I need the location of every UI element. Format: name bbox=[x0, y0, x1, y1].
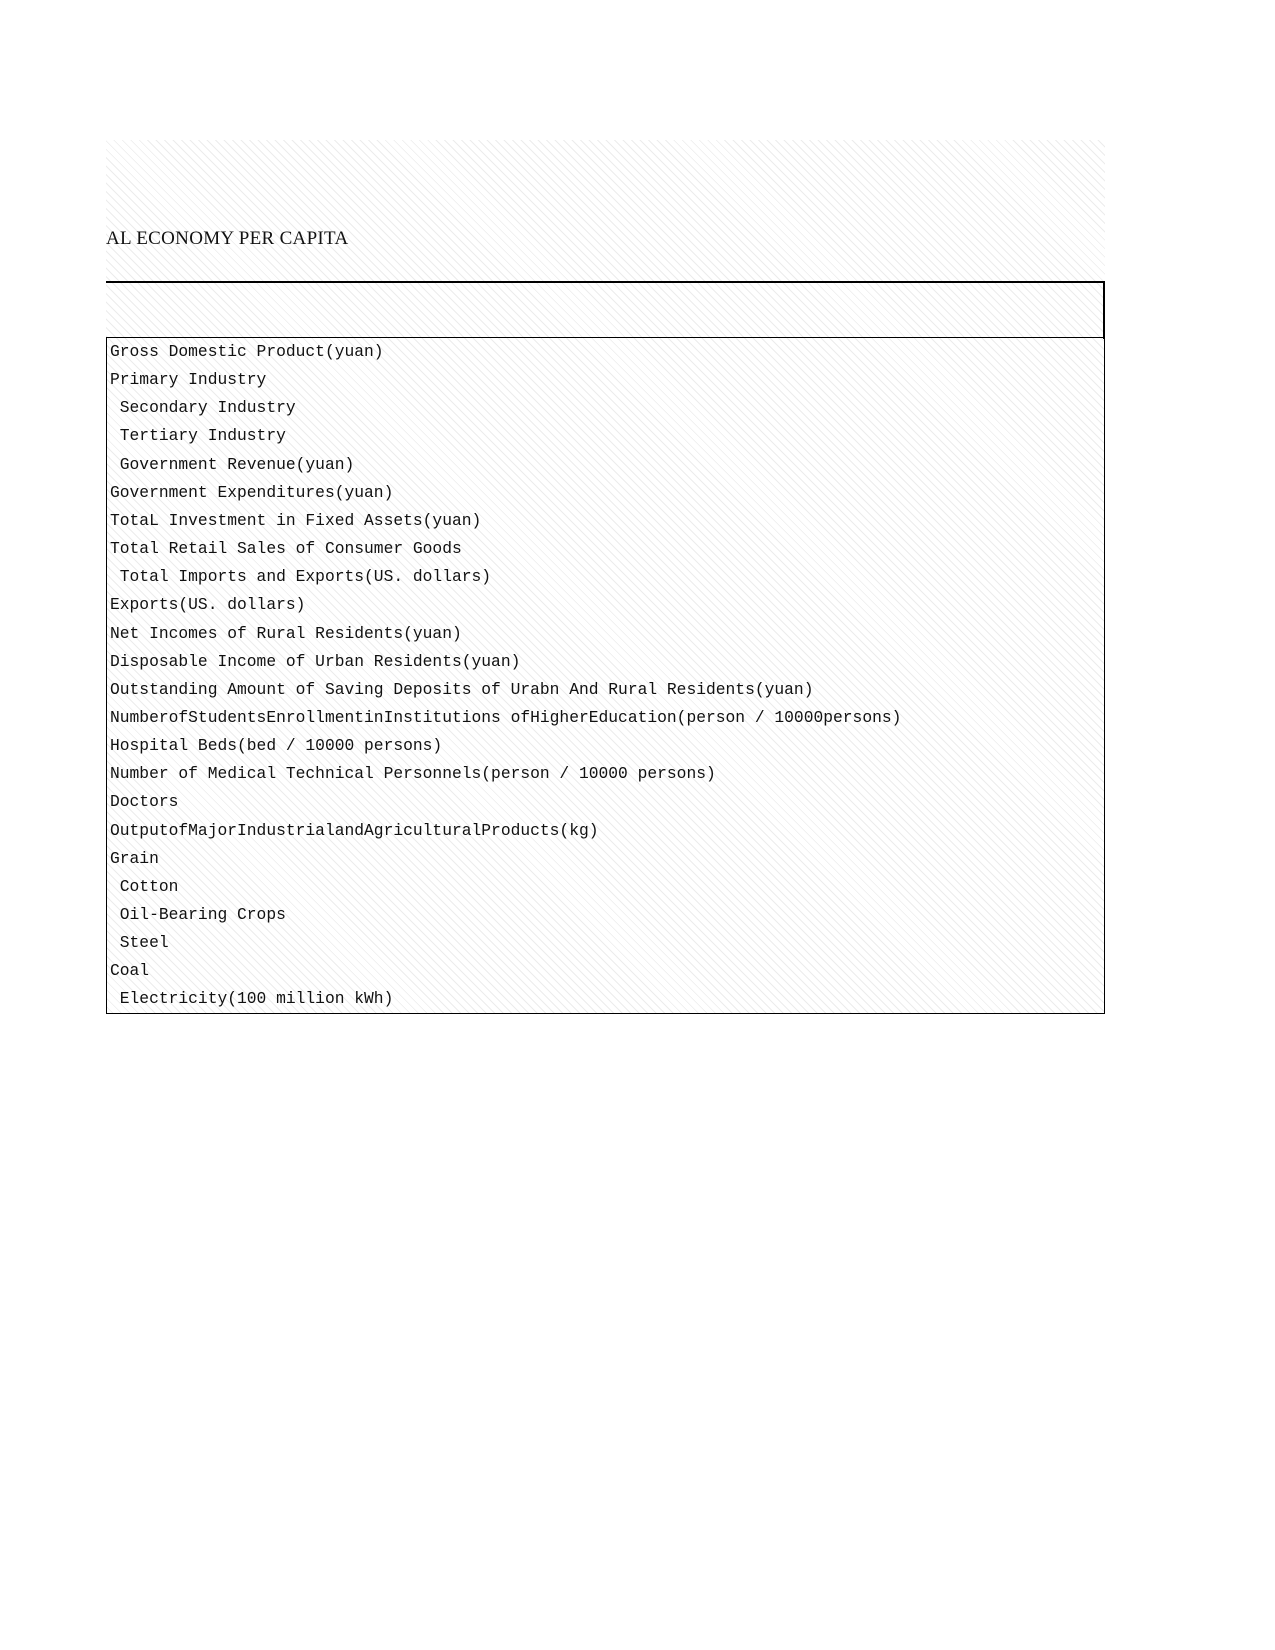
sheet-title: AL ECONOMY PER CAPITA bbox=[106, 228, 349, 249]
table-row: Primary Industry bbox=[110, 370, 267, 390]
table-row: Tertiary Industry bbox=[110, 426, 286, 446]
table-row: Grain bbox=[110, 848, 159, 868]
indicator-table bbox=[106, 337, 1105, 1014]
table-row: Outstanding Amount of Saving Deposits of Urabn And Rural Residents(yuan) bbox=[110, 679, 814, 699]
table-row: Doctors bbox=[110, 792, 179, 812]
table-row: Steel bbox=[110, 933, 169, 953]
table-row: Cotton bbox=[110, 876, 179, 896]
table-row: Number of Medical Technical Personnels(person / 10000 persons) bbox=[110, 764, 716, 784]
table-header bbox=[106, 281, 1105, 339]
table-row: TotaL Investment in Fixed Assets(yuan) bbox=[110, 510, 482, 530]
table-row: Government Revenue(yuan) bbox=[110, 454, 355, 474]
table-row: Hospital Beds(bed / 10000 persons) bbox=[110, 736, 443, 756]
table-row: Disposable Income of Urban Residents(yuan) bbox=[110, 651, 521, 671]
table-row: Net Incomes of Rural Residents(yuan) bbox=[110, 623, 462, 643]
table-row: Electricity(100 million kWh) bbox=[110, 989, 394, 1009]
table-row: OutputofMajorIndustrialandAgriculturalProducts(kg) bbox=[110, 820, 599, 840]
table-row: Government Expenditures(yuan) bbox=[110, 482, 394, 502]
table-row: Secondary Industry bbox=[110, 398, 296, 418]
table-row: Total Retail Sales of Consumer Goods bbox=[110, 539, 462, 559]
table-row: Oil-Bearing Crops bbox=[110, 905, 286, 924]
table-row: Coal bbox=[110, 961, 150, 981]
table-row: Total Imports and Exports(US. dollars) bbox=[110, 567, 492, 587]
table-row: Exports(US. dollars) bbox=[110, 595, 306, 615]
table-row: Gross Domestic Product(yuan) bbox=[110, 342, 384, 361]
table-row: NumberofStudentsEnrollmentinInstitutions ofHigherEducation(person / 10000persons) bbox=[110, 707, 902, 727]
